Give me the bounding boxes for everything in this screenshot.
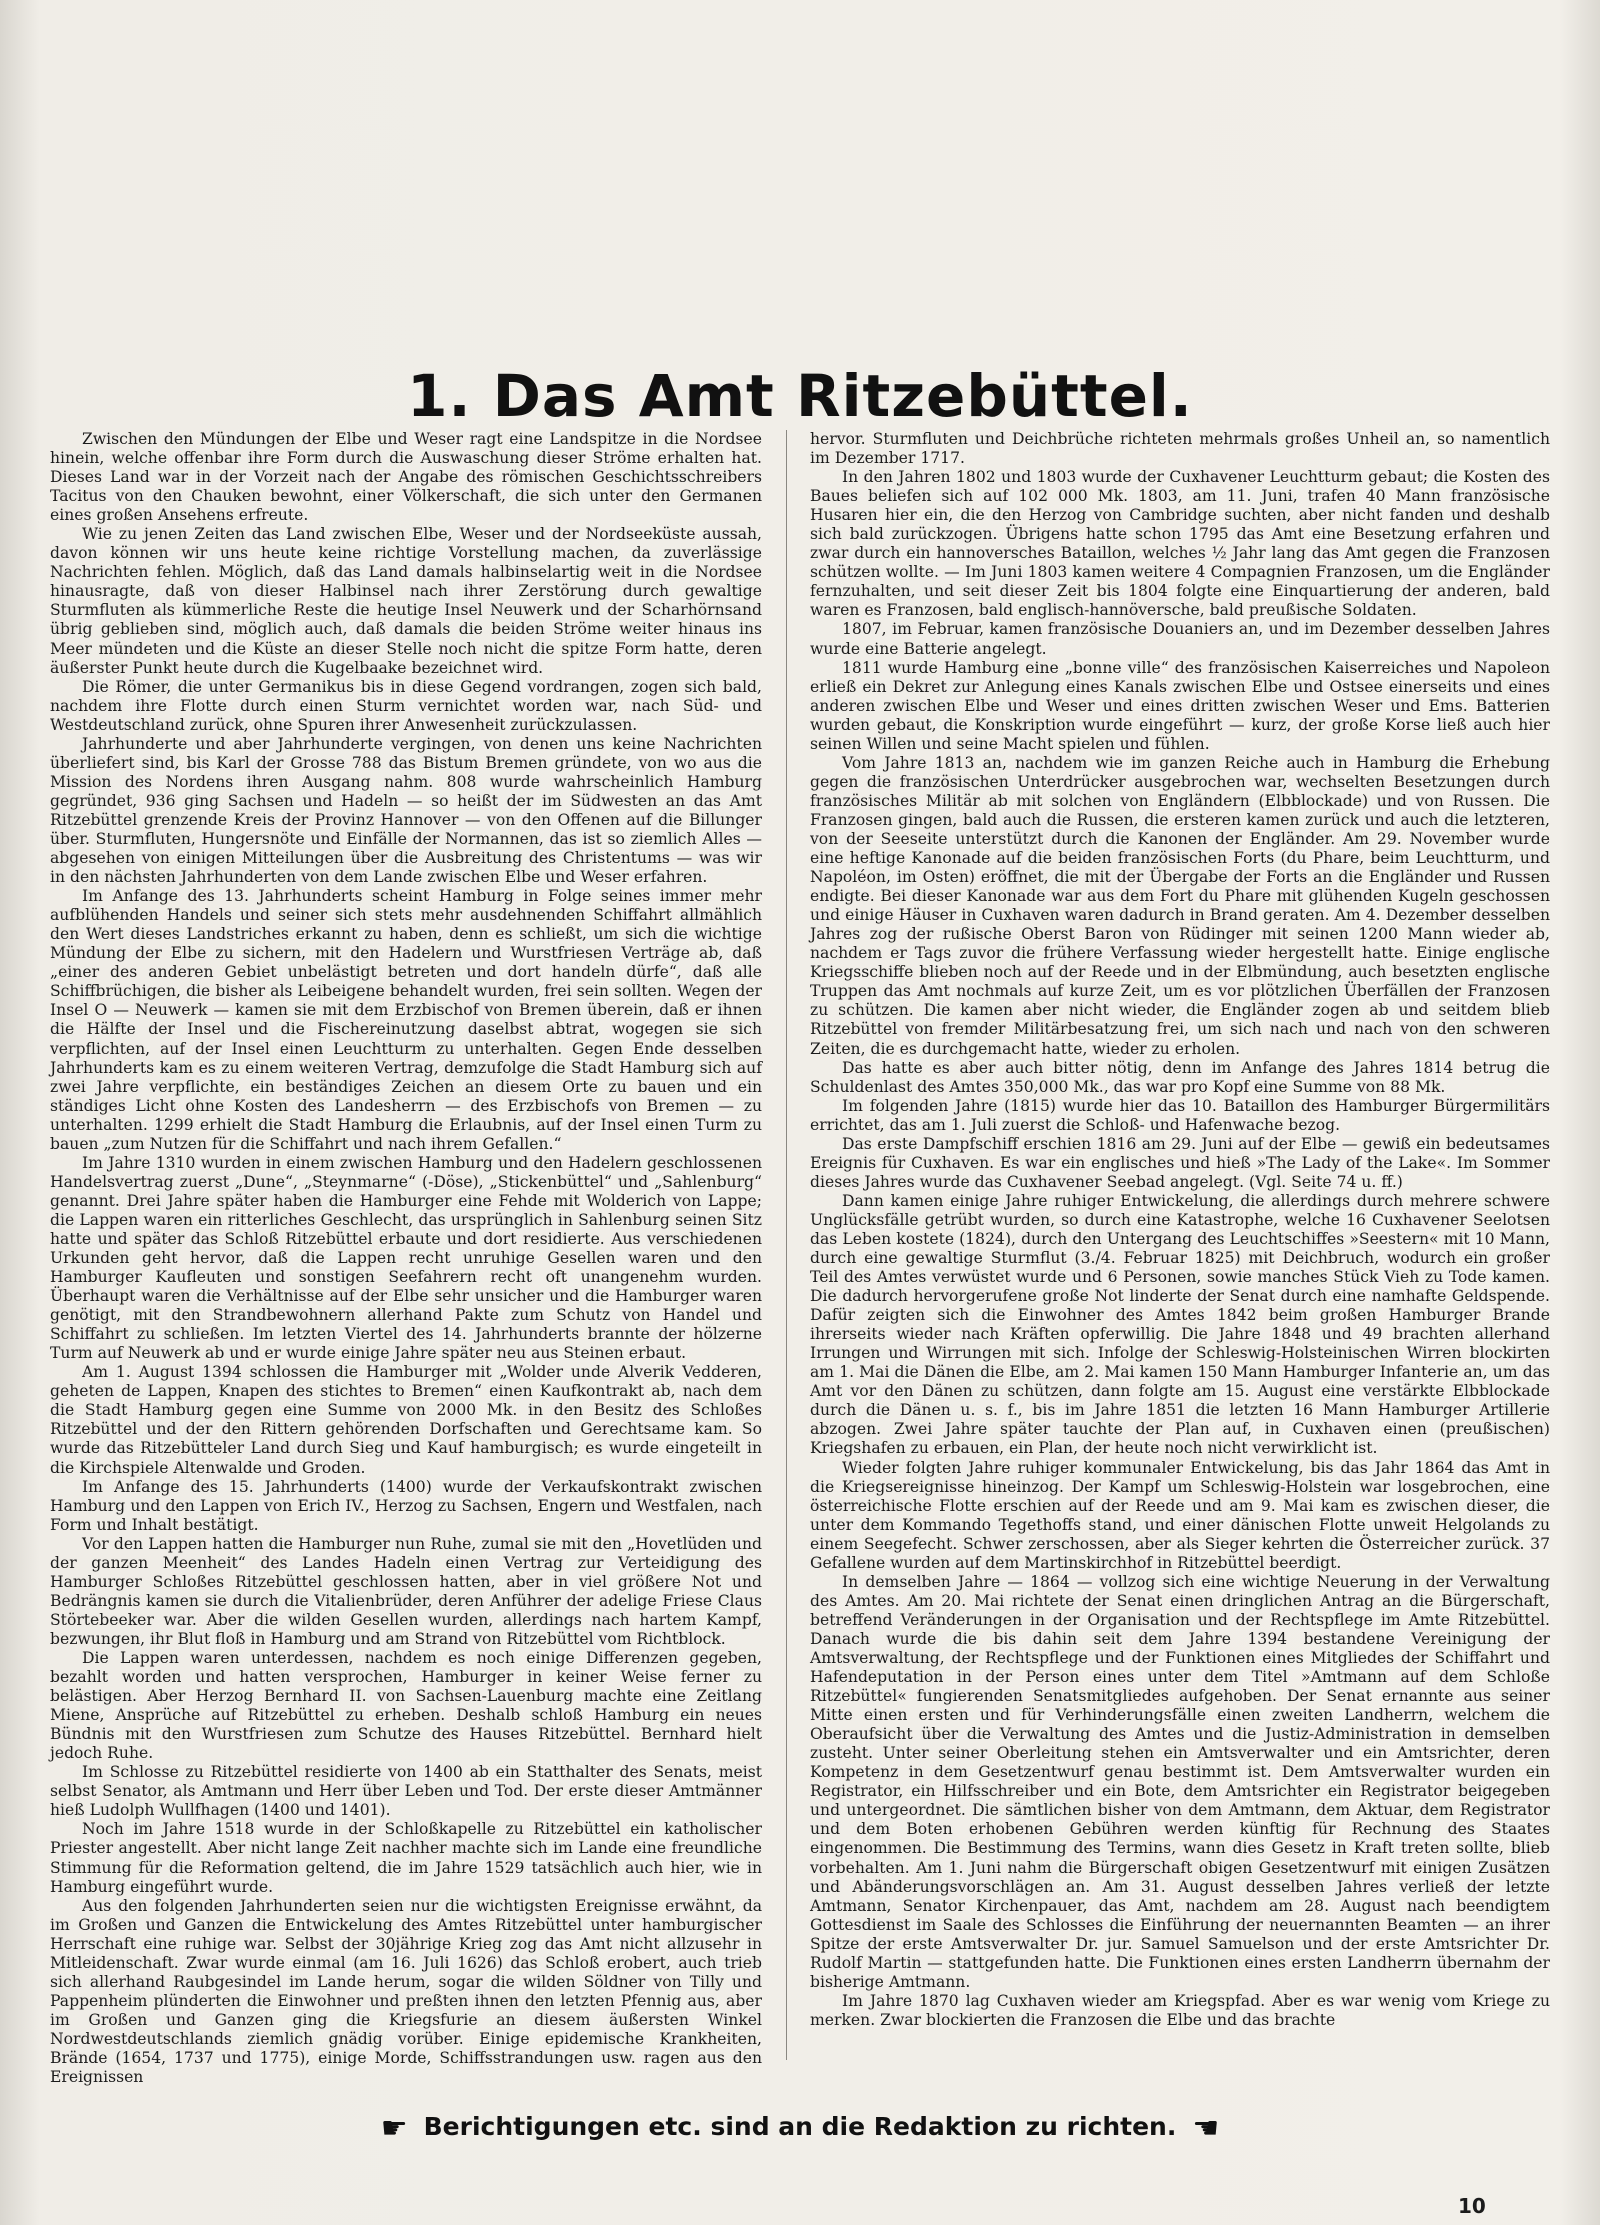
paragraph: Am 1. August 1394 schlossen die Hamburger mit „Wolder unde Alverik Vedderen, geheten de Lappen, Knapen des stichtes to Bremen“ einen Kaufkontrakt ab, nach dem die Stadt Hamburg gegen eine Summe von 2000 Mk. in den Besitz des Schloßes Ritzebüttel und der den Rittern gehörenden Dorfschaften und Gerechtsame kam. So wurde das Ritzebütteler Land durch Sieg und Kauf hamburgisch; es wurde eingeteilt in die Kirchspiele Altenwalde und Groden. [50, 1363, 762, 1477]
paragraph: Im folgenden Jahre (1815) wurde hier das 10. Bataillon des Hamburger Bürgermilitärs errichtet, das am 1. Juli zuerst die Schloß- und Hafenwache bezog. [810, 1096, 1550, 1134]
paragraph: Vor den Lappen hatten die Hamburger nun Ruhe, zumal sie mit den „Hovetlüden und der ganzen Meenheit“ des Landes Hadeln einen Vertrag zur Verteidigung des Hamburger Schloßes Ritzebüttel geschlossen hatten, aber in viel größere Not und Bedrängnis kamen sie durch die Vitalienbrüder, deren Anführer der adelige Friese Claus Störtebeeker war. Aber die wilden Gesellen wurden, allerdings nach hartem Kampf, bezwungen, ihr Blut floß in Hamburg und am Strand von Ritzebüttel vom Richtblock. [50, 1534, 762, 1648]
paragraph: Dann kamen einige Jahre ruhiger Entwickelung, die allerdings durch mehrere schwere Unglücksfälle getrübt wurden, so durch eine Katastrophe, welche 16 Cuxhavener Seelotsen das Leben kostete (1824), durch den Untergang des Leuchtschiffes »Seestern« mit 10 Mann, durch eine gewaltige Sturmflut (3./4. Februar 1825) mit Deichbruch, wodurch ein großer Teil des Amtes verwüstet wurde und 6 Personen, sowie manches Stück Vieh zu Tode kamen. Die dadurch hervorgerufene große Not linderte der Senat durch eine namhafte Geldspende. Dafür zeigten sich die Einwohner des Amtes 1842 beim großen Hamburger Brande ihrerseits wieder nach Kräften opferwillig. Die Jahre 1848 und 49 brachten allerhand Irrungen und Wirrungen mit sich. Infolge der Schleswig-Holsteinischen Wirren blockirten am 1. Mai die Dänen die Elbe, am 2. Mai kamen 150 Mann Hamburger Infanterie an, um das Amt vor den Dänen zu schützen, dann folgte am 15. August eine verstärkte Elbblockade durch die Dänen u. s. f., bis im Jahre 1851 die letzten 16 Mann Hamburger Artillerie abzogen. Zwei Jahre später tauchte der Plan auf, in Cuxhaven einen (preußischen) Kriegshafen zu erbauen, ein Plan, der heute noch nicht verwirklicht ist. [810, 1191, 1550, 1458]
paragraph: Im Anfange des 13. Jahrhunderts scheint Hamburg in Folge seines immer mehr aufblühenden Handels und seiner sich stets mehr ausdehnenden Schiffahrt allmählich den Wert dieses Landstriches erkannt zu haben, denn es schließt, um sich die wichtige Mündung der Elbe zu sichern, mit den Hadelern und Wurstfriesen Verträge ab, daß „einer des anderen Gebiet unbelästigt betreten und dort handeln dürfe“, daß alle Schiffbrüchigen, die bisher als Leibeigene behandelt wurden, frei sein sollten. Wegen der Insel O — Neuwerk — kamen sie mit dem Erzbischof von Bremen überein, daß er ihnen die Hälfte der Insel und die Fischereinutzung daselbst abtrat, wogegen sie sich verpflichten, auf der Insel einen Leuchtturm zu unterhalten. Gegen Ende desselben Jahrhunderts kam es zu einem weiteren Vertrag, demzufolge die Stadt Hamburg sich auf zwei Jahre verpflichte, ein beständiges Zeichen an diesem Orte zu bauen und ein ständiges Licht ohne Kosten des Landesherrn — des Erzbischofs von Bremen — zu unterhalten. 1299 erhielt die Stadt Hamburg die Erlaubnis, auf der Insel einen Turm zu bauen „zum Nutzen für die Schiffahrt und nach ihrem Gefallen.“ [50, 887, 762, 1153]
right-column [810, 430, 1550, 2070]
paragraph: In den Jahren 1802 und 1803 wurde der Cuxhavener Leuchtturm gebaut; die Kosten des Baues beliefen sich auf 102 000 Mk. 1803, am 11. Juni, trafen 40 Mann französische Husaren hier ein, die den Herzog von Cambridge suchten, aber nicht fanden und deshalb sich bald zurückzogen. Übrigens hatte schon 1795 das Amt eine Besetzung erfahren und zwar durch ein hannoversches Bataillon, welches ½ Jahr lang das Amt gegen die Franzosen schützen wollte. — Im Juni 1803 kamen weitere 4 Compagnien Franzosen, um die Engländer fernzuhalten, und seit dieser Zeit bis 1804 folgte eine Einquartierung der anderen, bald waren es Franzosen, bald englisch-hannöversche, bald preußische Soldaten. [810, 468, 1550, 620]
paragraph: Das erste Dampfschiff erschien 1816 am 29. Juni auf der Elbe — gewiß ein bedeutsames Ereignis für Cuxhaven. Es war ein englisches und hieß »The Lady of the Lake«. Im Sommer dieses Jahres wurde das Cuxhavener Seebad angelegt. (Vgl. Seite 74 u. ff.) [810, 1134, 1550, 1191]
paragraph: Das hatte es aber auch bitter nötig, denn im Anfange des Jahres 1814 betrug die Schuldenlast des Amtes 350,000 Mk., das war pro Kopf eine Summe von 88 Mk. [810, 1058, 1550, 1096]
paragraph: Wie zu jenen Zeiten das Land zwischen Elbe, Weser und der Nordseeküste aussah, davon können wir uns heute keine richtige Vorstellung machen, da zuverlässige Nachrichten fehlen. Möglich, daß das Land damals halbinselartig weit in die Nordsee hinausragte, daß von dieser Halbinsel nach ihrer Zerstörung durch gewaltige Sturmfluten als kümmerliche Reste die heutige Insel Neuwerk und der Scharhörnsand übrig geblieben sind, möglich auch, daß damals die beiden Ströme weiter hinaus ins Meer mündeten und die Küste an dieser Stelle noch nicht die spitze Form hatte, deren äußerster Punkt heute durch die Kugelbaake bezeichnet wird. [50, 525, 762, 677]
paragraph: 1807, im Februar, kamen französische Douaniers an, und im Dezember desselben Jahres wurde eine Batterie angelegt. [810, 620, 1550, 658]
column-divider [786, 430, 787, 2060]
paragraph: Die Römer, die unter Germanikus bis in diese Gegend vordrangen, zogen sich bald, nachdem ihre Flotte durch einen Sturm vernichtet worden war, nach Süd- und Westdeutschland zurück, ohne Spuren ihrer Anwesenheit zurückzulassen. [50, 677, 762, 734]
paragraph: Die Lappen waren unterdessen, nachdem es noch einige Differenzen gegeben, bezahlt worden und hatten versprochen, Hamburger in keiner Weise ferner zu belästigen. Aber Herzog Bernhard II. von Sachsen-Lauenburg machte eine Zeitlang Miene, Ansprüche auf Ritzebüttel zu erheben. Deshalb schloß Hamburg ein neues Bündnis mit den Wurstfriesen zum Schutze des Hauses Ritzebüttel. Bernhard hielt jedoch Ruhe. [50, 1649, 762, 1763]
paragraph: hervor. Sturmfluten und Deichbrüche richteten mehrmals großes Unheil an, so namentlich im Dezember 1717. [810, 430, 1550, 468]
paragraph: Wieder folgten Jahre ruhiger kommunaler Entwickelung, bis das Jahr 1864 das Amt in die Kriegsereignisse hineinzog. Der Kampf um Schleswig-Holstein war losgebrochen, eine österreichische Flotte erschien auf der Reede und am 9. Mai kam es zwischen dieser, die unter dem Kommando Tegethoffs stand, und einer dänischen Flotte unweit Helgolands zu einem Seegefecht. Schwer zerschossen, aber als Sieger kehrten die Österreicher zurück. 37 Gefallene wurden auf dem Martinskirchhof in Ritzebüttel beerdigt. [810, 1458, 1550, 1572]
paragraph: Noch im Jahre 1518 wurde in der Schloßkapelle zu Ritzebüttel ein katholischer Priester angestellt. Aber nicht lange Zeit nachher machte sich im Lande eine freundliche Stimmung für die Reformation geltend, die im Jahre 1529 tatsächlich auch hier, wie in Hamburg eingeführt wurde. [50, 1820, 762, 1896]
page-title: 1. Das Amt Ritzebüttel. [407, 362, 1193, 430]
page-number: 10 [1458, 2194, 1486, 2218]
paragraph: Im Schlosse zu Ritzebüttel residierte von 1400 ab ein Statthalter des Senats, meist selbst Senator, als Amtmann und Herr über Leben und Tod. Der erste dieser Amtmänner hieß Ludolph Wullfhagen (1400 und 1401). [50, 1763, 762, 1820]
pointing-hand-left-icon: ☚ [1192, 2111, 1220, 2146]
paragraph: Jahrhunderte und aber Jahrhunderte vergingen, von denen uns keine Nachrichten überliefert sind, bis Karl der Grosse 788 das Bistum Bremen gründete, von wo aus die Mission des Nordens ihren Ausgang nahm. 808 wurde wahrscheinlich Hamburg gegründet, 936 ging Sachsen und Hadeln — so heißt der im Südwesten an das Amt Ritzebüttel grenzende Kreis der Provinz Hannover — von den Offenen auf die Billunger über. Sturmfluten, Hungersnöte und Einfälle der Normannen, das ist so ziemlich Alles — abgesehen von einigen Mitteilungen über die Ausbreitung des Christentums — was wir in den nächsten Jahrhunderten von dem Lande zwischen Elbe und Weser erfahren. [50, 734, 762, 887]
pointing-hand-right-icon: ☛ [380, 2111, 408, 2146]
paragraph: Aus den folgenden Jahrhunderten seien nur die wichtigsten Ereignisse erwähnt, da im Großen und Ganzen die Entwickelung des Amtes Ritzebüttel unter hamburgischer Herrschaft eine ruhige war. Selbst der 30jährige Krieg zog das Amt nicht allzusehr in Mitleidenschaft. Zwar wurde einmal (am 16. Juli 1626) das Schloß erobert, auch trieb sich allerhand Raubgesindel im Lande herum, sogar die wilden Söldner von Tilly und Pappenheim plünderten die Einwohner und preßten ihnen den letzten Pfennig aus, aber im Großen und Ganzen ging die Kriegsfurie an diesem äußersten Winkel Nordwestdeutschlands ziemlich gnädig vorüber. Einige epidemische Krankheiten, Brände (1654, 1737 und 1775), einige Morde, Schiffsstrandungen usw. ragen aus den Ereignissen [50, 1896, 762, 2087]
footer-notice [0, 2111, 1600, 2146]
paragraph: Zwischen den Mündungen der Elbe und Weser ragt eine Landspitze in die Nordsee hinein, welche offenbar ihre Form durch die Auswaschung dieser Ströme erhalten hat. Dieses Land war in der Vorzeit nach der Angabe des römischen Geschichtsschreibers Tacitus von den Chauken bewohnt, einer Völkerschaft, die sich unter den Germanen eines großen Ansehens erfreute. [50, 430, 762, 525]
paragraph: Im Jahre 1870 lag Cuxhaven wieder am Kriegspfad. Aber es war wenig vom Kriege zu merken. Zwar blockierten die Franzosen die Elbe und das brachte [810, 1991, 1550, 2029]
left-column [50, 430, 762, 2087]
paragraph: Im Anfange des 15. Jahrhunderts (1400) wurde der Verkaufskontrakt zwischen Hamburg und den Lappen von Erich IV., Herzog zu Sachsen, Engern und Westfalen, nach Form und Inhalt bestätigt. [50, 1477, 762, 1534]
footer-text: Berichtigungen etc. sind an die Redaktion zu richten. [423, 2112, 1177, 2141]
paragraph: Im Jahre 1310 wurden in einem zwischen Hamburg und den Hadelern geschlossenen Handelsvertrag zuerst „Dune“, „Steynmarne“ (-Döse), „Stickenbüttel“ und „Sahlenburg“ genannt. Drei Jahre später haben die Hamburger eine Fehde mit Wolderich von Lappe; die Lappen waren ein ritterliches Geschlecht, das ursprünglich in Sahlenburg seinen Sitz hatte und später das Schloß Ritzebüttel erbaute und dort residierte. Aus verschiedenen Urkunden geht hervor, daß die Lappen recht unruhige Gesellen waren und den Hamburger Kaufleuten und sonstigen Seefahrern recht oft unangenehm wurden. Überhaupt waren die Verhältnisse auf der Elbe sehr unsicher und die Hamburger waren genötigt, mit den Strandbewohnern allerhand Pakte zum Schutz von Handel und Schiffahrt zu schließen. Im letzten Viertel des 14. Jahrhunderts brannte der hölzerne Turm auf Neuwerk ab und er wurde einige Jahre später neu aus Steinen erbaut. [50, 1153, 762, 1363]
paragraph: In demselben Jahre — 1864 — vollzog sich eine wichtige Neuerung in der Verwaltung des Amtes. Am 20. Mai richtete der Senat einen dringlichen Antrag an die Bürgerschaft, betreffend Veränderungen in der Organisation und der Rechtspflege im Amte Ritzebüttel. Danach wurde die bis dahin seit dem Jahre 1394 bestandene Vereinigung der Amtsverwaltung, der Rechtspflege und der Funktionen eines Mitgliedes der Schiffahrt und Hafendeputation in der Person eines unter dem Titel »Amtmann auf dem Schloße Ritzebüttel« fungierenden Senatsmitgliedes aufgehoben. Der Senat ernannte aus seiner Mitte einen ersten und für Verhinderungsfälle einen zweiten Landherrn, welchem die Oberaufsicht über die Verwaltung des Amtes und die Justiz-Administration in demselben zusteht. Unter seiner Oberleitung stehen ein Amtsverwalter und ein Amtsrichter, deren Kompetenz in dem Gesetzentwurf genau bestimmt ist. Dem Amtsverwalter wurden ein Registrator, ein Hilfsschreiber und ein Bote, dem Amtsrichter ein Registrator beigegeben und untergeordnet. Die sämtlichen bisher von dem Amtmann, dem Aktuar, dem Registrator und dem Boten erhobenen Gebühren werden künftig für Rechnung des Staates eingenommen. Die Bestimmung des Termins, wann dies Gesetz in Kraft treten sollte, blieb vorbehalten. Am 1. Juni nahm die Bürgerschaft obigen Gesetzentwurf mit einigen Zusätzen und Abänderungsvorschlägen an. Am 31. August desselben Jahres verließ der letzte Amtmann, Senator Kirchenpauer, das Amt, nachdem am 28. August nach beendigtem Gottesdienst im Saale des Schlosses die Einführung der neuernannten Beamten — an ihrer Spitze der erste Amtsverwalter Dr. jur. Samuel Samuelson und der erste Amtsrichter Dr. Rudolf Martin — stattgefunden hatte. Die Funktionen eines ersten Landherrn übernahm der bisherige Amtmann. [810, 1572, 1550, 1991]
paragraph: 1811 wurde Hamburg eine „bonne ville“ des französischen Kaiserreiches und Napoleon erließ ein Dekret zur Anlegung eines Kanals zwischen Elbe und Ostsee einerseits und eines anderen zwischen Elbe und Weser und eines dritten zwischen Weser und Ems. Batterien wurden gebaut, die Konskription wurde eingeführt — kurz, der große Korse ließ auch hier seinen Willen und seine Macht spielen und fühlen. [810, 658, 1550, 753]
paragraph: Vom Jahre 1813 an, nachdem wie im ganzen Reiche auch in Hamburg die Erhebung gegen die französischen Unterdrücker ausgebrochen war, wechselten Besetzungen durch französisches Militär ab mit solchen von Engländern (Elbblockade) und von Russen. Die Franzosen gingen, bald auch die Russen, die ersteren kamen zurück und auch die letzteren, von der Seeseite unterstützt durch die Kanonen der Engländer. Am 29. November wurde eine heftige Kanonade auf die beiden französischen Forts (du Phare, beim Leuchtturm, und Napoléon, im Osten) eröffnet, die mit der Übergabe der Forts an die Engländer und Russen endigte. Bei dieser Kanonade war aus dem Fort du Phare mit glühenden Kugeln geschossen und einige Häuser in Cuxhaven waren dadurch in Brand geraten. Am 4. Dezember desselben Jahres zog der rußische Oberst Baron von Rüdinger mit seinen 1200 Mann wieder ab, nachdem er Tags zuvor die frühere Verfassung wieder hergestellt hatte. Einige englische Kriegsschiffe blieben noch auf der Reede und in der Elbmündung, auch besetzten englische Truppen das Amt nochmals auf kurze Zeit, um es vor plötzlichen Überfällen der Franzosen zu schützen. Die kamen aber nicht wieder, die Engländer zogen ab und seitdem blieb Ritzebüttel von fremder Militärbesatzung frei, um sich nach und nach von den schweren Zeiten, die es durchgemacht hatte, wieder zu erholen. [810, 753, 1550, 1058]
